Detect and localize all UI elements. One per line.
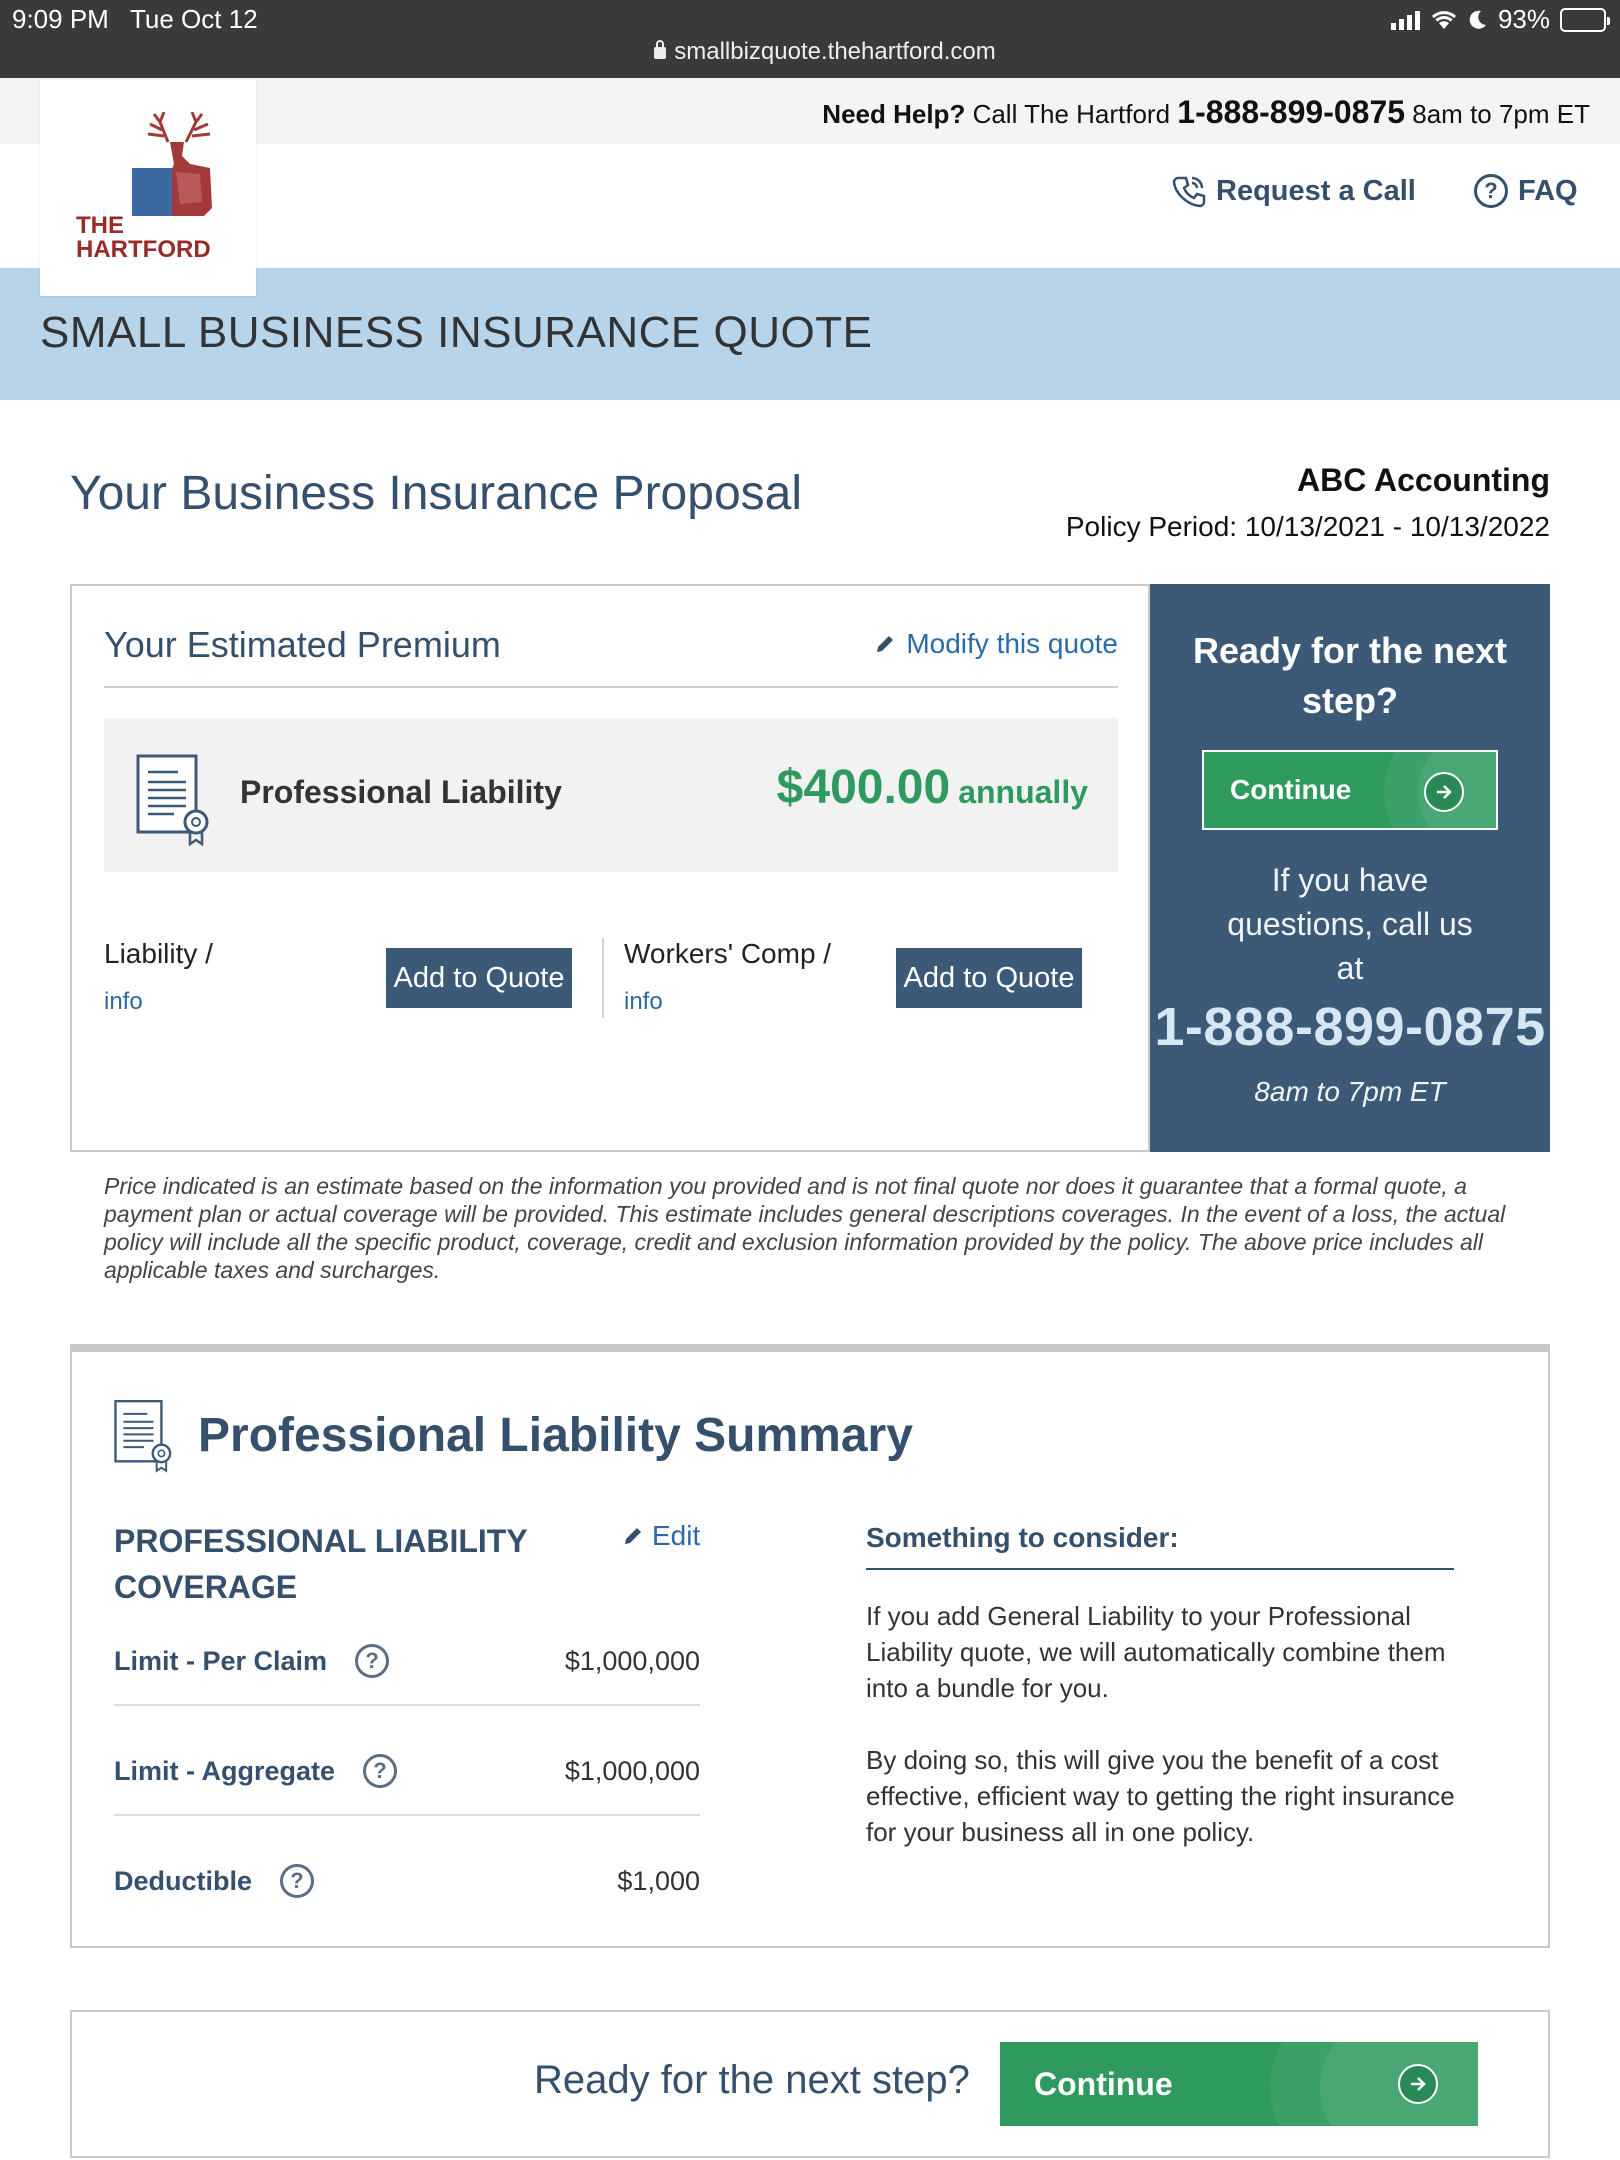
hartford-logo[interactable] <box>40 80 256 296</box>
premium-amount: $400.00 <box>776 761 951 814</box>
status-date: Tue Oct 12 <box>130 4 258 34</box>
request-call-link[interactable] <box>1172 174 1416 208</box>
coverage-label-text: Limit - Per Claim <box>114 1645 328 1676</box>
panel-hours: 8am to 7pm ET <box>1254 1076 1446 1107</box>
workers-comp-addon <box>624 938 831 1016</box>
premium-price <box>777 760 1088 815</box>
lock-icon <box>654 47 666 59</box>
continue-label: Continue <box>1034 2065 1173 2102</box>
questions-text <box>1150 858 1550 990</box>
bottom-next-step <box>70 2010 1550 2158</box>
coverage-value: $1,000 <box>617 1866 700 1896</box>
call-text: Call The Hartford <box>972 99 1171 129</box>
workers-comp-label: Workers' Comp / <box>624 938 832 969</box>
divider <box>104 686 1118 688</box>
help-hours: 8am to 7pm ET <box>1412 99 1590 129</box>
request-call-label: Request a Call <box>1216 174 1416 207</box>
arrow-right-icon <box>1398 2064 1438 2104</box>
estimated-premium-card <box>70 584 1150 1152</box>
divider <box>602 938 604 1018</box>
panel-phone-link[interactable]: 1-888-899-0875 <box>1154 997 1546 1057</box>
help-text <box>822 94 1590 131</box>
url-text: smallbizquote.thehartford.com <box>674 38 996 65</box>
pencil-icon <box>622 1525 644 1547</box>
address-bar[interactable] <box>0 38 1620 66</box>
coverage-label <box>114 1864 314 1898</box>
battery-icon <box>1560 8 1606 32</box>
question-icon: ? <box>1474 174 1508 208</box>
business-name: ABC Accounting <box>1296 462 1550 498</box>
policy-period: Policy Period: 10/13/2021 - 10/13/2022 <box>1065 511 1550 542</box>
questions-label: If you have questions, call us at <box>1227 862 1473 986</box>
arrow-right-icon <box>1424 772 1464 812</box>
coverage-value: $1,000,000 <box>564 1646 700 1676</box>
signal-icon <box>1391 10 1420 30</box>
pencil-icon <box>874 633 896 655</box>
battery-percent: 93% <box>1497 4 1550 34</box>
edit-coverage-link[interactable] <box>622 1520 700 1552</box>
add-liability-button[interactable]: Add to Quote <box>386 948 572 1008</box>
continue-label: Continue <box>1230 774 1352 805</box>
liability-info-link[interactable]: info <box>104 988 143 1015</box>
continue-button[interactable] <box>1202 750 1498 830</box>
consider-paragraph: By doing so, this will give you the benefit of a cost effective, efficient way to getting the right insurance for your business all in one policy. <box>866 1745 1455 1847</box>
wifi-icon <box>1430 9 1458 31</box>
logo-line-1: THE <box>76 212 124 239</box>
workers-comp-info-link[interactable]: info <box>624 988 663 1015</box>
summary-card <box>70 1344 1550 1948</box>
modify-quote-link[interactable] <box>874 628 1118 660</box>
business-info <box>1066 462 1550 543</box>
phone-icon <box>1172 174 1206 208</box>
product-name: Professional Liability <box>240 774 562 810</box>
coverage-row <box>114 1644 700 1754</box>
certificate-document-icon <box>134 752 214 848</box>
coverage-title: PROFESSIONAL LIABILITY COVERAGE <box>114 1523 528 1605</box>
premium-title: Your Estimated Premium <box>104 624 501 665</box>
coverage-label <box>114 1754 397 1788</box>
next-step-text: Ready for the next step? <box>1192 630 1508 721</box>
banner-stripe <box>132 168 172 216</box>
coverage-label <box>114 1644 389 1678</box>
bottom-next-step-text: Ready for the next step? <box>534 2058 970 2102</box>
bottom-continue-button[interactable] <box>1000 2042 1478 2126</box>
professional-liability-row <box>104 718 1118 872</box>
liability-label: Liability / <box>104 938 213 969</box>
premium-period: annually <box>958 774 1088 810</box>
logo-wordmark <box>76 214 211 262</box>
coverage-label-text: Limit - Aggregate <box>114 1755 336 1786</box>
consider-title: Something to consider: <box>866 1522 1179 1553</box>
help-phone-link[interactable]: 1-888-899-0875 <box>1177 94 1406 130</box>
coverage-row <box>114 1864 700 1974</box>
summary-title: Professional Liability Summary <box>198 1409 913 1462</box>
disclaimer-text: Price indicated is an estimate based on the information you provided and is not final quote nor does it guarantee that a formal quote, a payment plan or actual coverage will be provided. This estimate includes general descriptions coverages. In the event of a loss, the actual policy will include all the specific product, coverage, credit and exclusion information provided by the policy. The above price includes all applicable taxes and surcharges. <box>104 1173 1506 1283</box>
help-icon[interactable]: ? <box>355 1644 389 1678</box>
certificate-document-icon <box>112 1398 176 1474</box>
liability-addon <box>104 938 213 1016</box>
status-time: 9:09 PM <box>12 4 109 34</box>
need-help-label: Need Help? <box>822 99 966 129</box>
divider <box>114 1704 700 1706</box>
logo-line-2: HARTFORD <box>76 236 211 263</box>
next-step-heading <box>1150 626 1550 726</box>
faq-link[interactable] <box>1474 174 1578 208</box>
coverage-value: $1,000,000 <box>564 1756 700 1786</box>
faq-label: FAQ <box>1518 174 1578 207</box>
coverage-label-text: Deductible <box>114 1865 253 1896</box>
divider <box>866 1568 1454 1570</box>
moon-icon <box>1468 9 1488 31</box>
consider-paragraph: If you add General Liability to your Professional Liability quote, we will automatically combine them into a bundle for you. <box>866 1601 1446 1703</box>
page-title: Your Business Insurance Proposal <box>70 467 802 520</box>
status-bar <box>0 0 1620 78</box>
add-workers-comp-button[interactable]: Add to Quote <box>896 948 1082 1008</box>
next-step-panel <box>1150 584 1550 1152</box>
help-icon[interactable]: ? <box>363 1754 397 1788</box>
help-icon[interactable]: ? <box>280 1864 314 1898</box>
coverage-row <box>114 1754 700 1864</box>
divider <box>114 1814 700 1816</box>
modify-quote-label: Modify this quote <box>906 628 1118 659</box>
status-indicators <box>1391 4 1606 35</box>
banner-title: SMALL BUSINESS INSURANCE QUOTE <box>40 308 873 357</box>
edit-label: Edit <box>652 1520 701 1551</box>
